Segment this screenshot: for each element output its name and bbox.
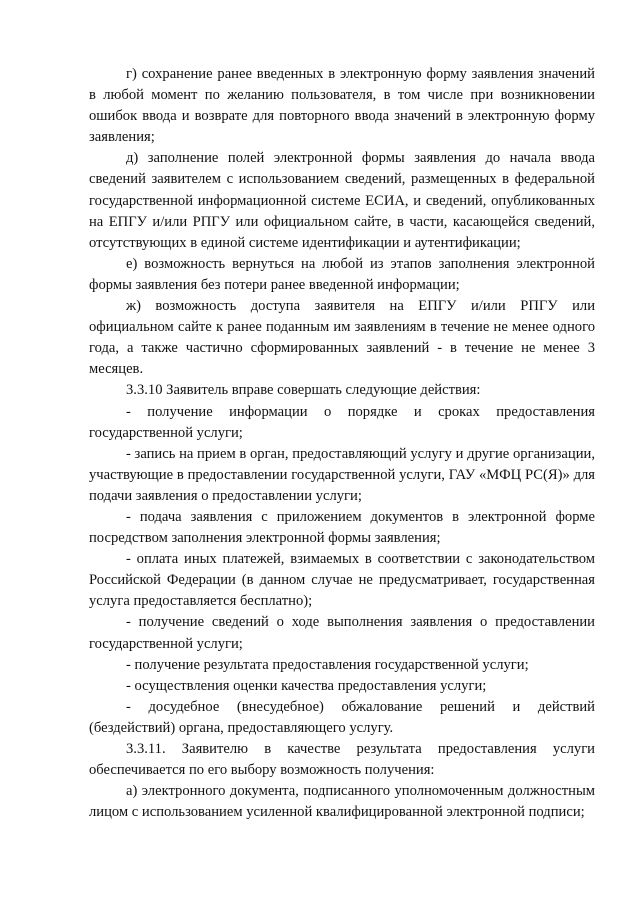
list-item: - оплата иных платежей, взимаемых в соответствии с законодательством Российской Федерации (в данном случае не предусматривает, государственная услуга предоставляется бесплатно); (89, 551, 595, 610)
list-item: - получение сведений о ходе выполнения заявления о предоставлении государственной услуги; (89, 614, 595, 652)
list-item: - досудебное (внесудебное) обжалование решений и действий (бездействий) органа, предоставляющего услугу. (89, 698, 595, 736)
paragraph-item-zh: ж) возможность доступа заявителя на ЕПГУ и/или РПГУ или официальном сайте к ранее поданным им заявлениям в течение не менее одного года, а также частично сформированных заявлений - в течение не менее 3 месяцев. (89, 298, 595, 378)
paragraph-item-g: г) сохранение ранее введенных в электронную форму заявления значений в любой момент по желанию пользователя, в том числе при возникновении ошибок ввода и возврате для повторного ввода значений в электронную форму заявления; (89, 66, 595, 146)
paragraph-item-e: е) возможность вернуться на любой из этапов заполнения электронной формы заявления без потери ранее введенной информации; (89, 255, 595, 293)
list-item: - подача заявления с приложением документов в электронной форме посредством заполнения электронной формы заявления; (89, 508, 595, 547)
paragraph-item-a: а) электронного документа, подписанного уполномоченным должностным лицом с использованием усиленной квалифицированной электронной подписи; (89, 783, 595, 821)
list-item: - получение информации о порядке и сроках предоставления государственной услуги; (89, 403, 595, 441)
list-item: - осуществления оценки качества предоставления услуги; (126, 677, 487, 694)
document-page (89, 64, 595, 823)
paragraph-item-d: д) заполнение полей электронной формы заявления до начала ввода сведений заявителем с использованием сведений, размещенных в федеральной государственной информационной системе ЕСИА, и сведений, опубликованных на ЕПГУ и/или РПГУ или официальном сайте, в части, касающейся сведений, отсутствующих в единой системе идентификации и аутентификации; (89, 150, 595, 251)
section-3-3-11-paragraph: 3.3.11. Заявителю в качестве результата предоставления услуги обеспечивается по его выбору возможность получения: (89, 741, 595, 779)
list-item: - запись на прием в орган, предоставляющий услугу и другие организации, участвующие в предоставлении государственной услуги, ГАУ «МФЦ РС(Я)» для подачи заявления о предоставлении услуги; (89, 445, 595, 504)
list-item: - получение результата предоставления государственной услуги; (126, 656, 529, 673)
section-3-3-10-heading: 3.3.10 Заявитель вправе совершать следующие действия: (126, 382, 481, 399)
